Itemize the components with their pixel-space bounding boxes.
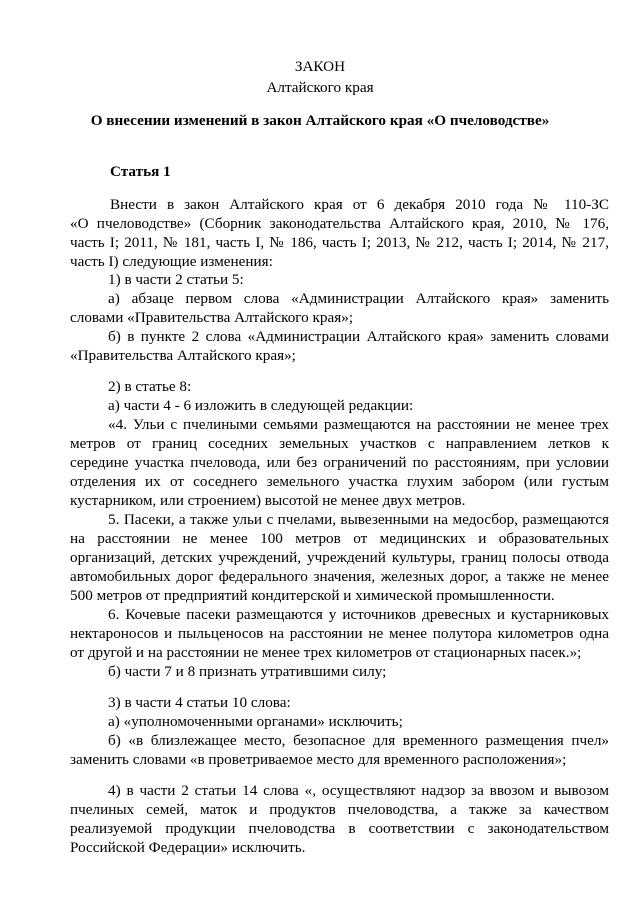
article-line: заменить словами «в проветриваемое место для временного расположения»;: [70, 751, 567, 768]
article-line: часть I; 2011, № 181, часть I, № 186, часть I; 2013, № 212, часть I; 2014, № 217,: [70, 234, 609, 251]
article-line: а) части 4 - 6 изложить в следующей редакции:: [108, 397, 414, 414]
article-line: кустарником, или строением) высотой не менее двух метров.: [70, 492, 466, 509]
article-line: 3) в части 4 статьи 10 слова:: [108, 694, 291, 711]
article-line: 1) в части 2 статьи 5:: [108, 271, 244, 288]
article-line: 5. Пасеки, а также ульи с пчелами, вывезенными на медосбор, размещаются: [108, 511, 609, 528]
article-line: б) «в близлежащее место, безопасное для временного размещения пчел»: [108, 732, 609, 749]
article-line: реализуемой продукции пчеловодства в соответствии с законодательством: [70, 820, 609, 837]
article-line: часть I) следующие изменения:: [70, 253, 273, 270]
law-heading: О внесении изменений в закон Алтайского края «О пчеловодстве»: [90, 112, 550, 129]
article-line: а) абзаце первом слова «Администрации Алтайского края» заменить: [108, 290, 609, 307]
article-line: 2) в статье 8:: [108, 378, 192, 395]
article-line: отделения их от соседнего земельного участка глухим забором (или густым: [70, 473, 609, 490]
article-line: Внести в закон Алтайского края от 6 декабря 2010 года № 110-ЗС: [110, 196, 609, 213]
article-line: Российской Федерации» исключить.: [70, 839, 306, 856]
article-line: б) в пункте 2 слова «Администрации Алтайского края» заменить словами: [108, 328, 609, 345]
article-line: 6. Кочевые пасеки размещаются у источников древесных и кустарниковых: [108, 606, 609, 623]
article-line: «Правительства Алтайского края»;: [70, 347, 296, 364]
article-line: «4. Ульи с пчелиными семьями размещаются на расстоянии не менее трех: [108, 416, 609, 433]
law-subtitle: Алтайского края: [266, 79, 374, 96]
article-line: б) части 7 и 8 признать утратившими силу;: [108, 663, 387, 680]
article-line: на расстоянии не менее 100 метров от медицинских и образовательных: [70, 530, 609, 547]
article-line: нектароносов и пыльценосов на расстоянии не менее полутора километров одна: [70, 625, 609, 642]
article-line: 4) в части 2 статьи 14 слова «, осуществляют надзор за ввозом и вывозом: [108, 782, 609, 799]
article-label: Статья 1: [110, 163, 171, 180]
article-line: организаций, детских учреждений, учреждений культуры, границ полосы отвода: [70, 549, 609, 566]
article-line: середине участка пчеловода, или без ограничений по расстояниям, при условии: [70, 454, 609, 471]
article-line: 500 метров от предприятий кондитерской и химической промышленности.: [70, 587, 555, 604]
article-line: словами «Правительства Алтайского края»;: [70, 309, 354, 326]
law-title: ЗАКОН: [294, 58, 346, 75]
article-line: от другой и на расстоянии не менее трех километров от стационарных пасек.»;: [70, 644, 582, 661]
article-line: метров от границ соседних земельных участков с направлением летков к: [70, 435, 609, 452]
article-line: а) «уполномоченными органами» исключить;: [108, 713, 403, 730]
article-line: пчелиных семей, маток и продуктов пчеловодства, а также за качеством: [70, 801, 609, 818]
article-line: «О пчеловодстве» (Сборник законодательства Алтайского края, 2010, № 176,: [70, 215, 609, 232]
article-line: автомобильных дорог федерального значения, железных дорог, а также не менее: [70, 568, 609, 585]
